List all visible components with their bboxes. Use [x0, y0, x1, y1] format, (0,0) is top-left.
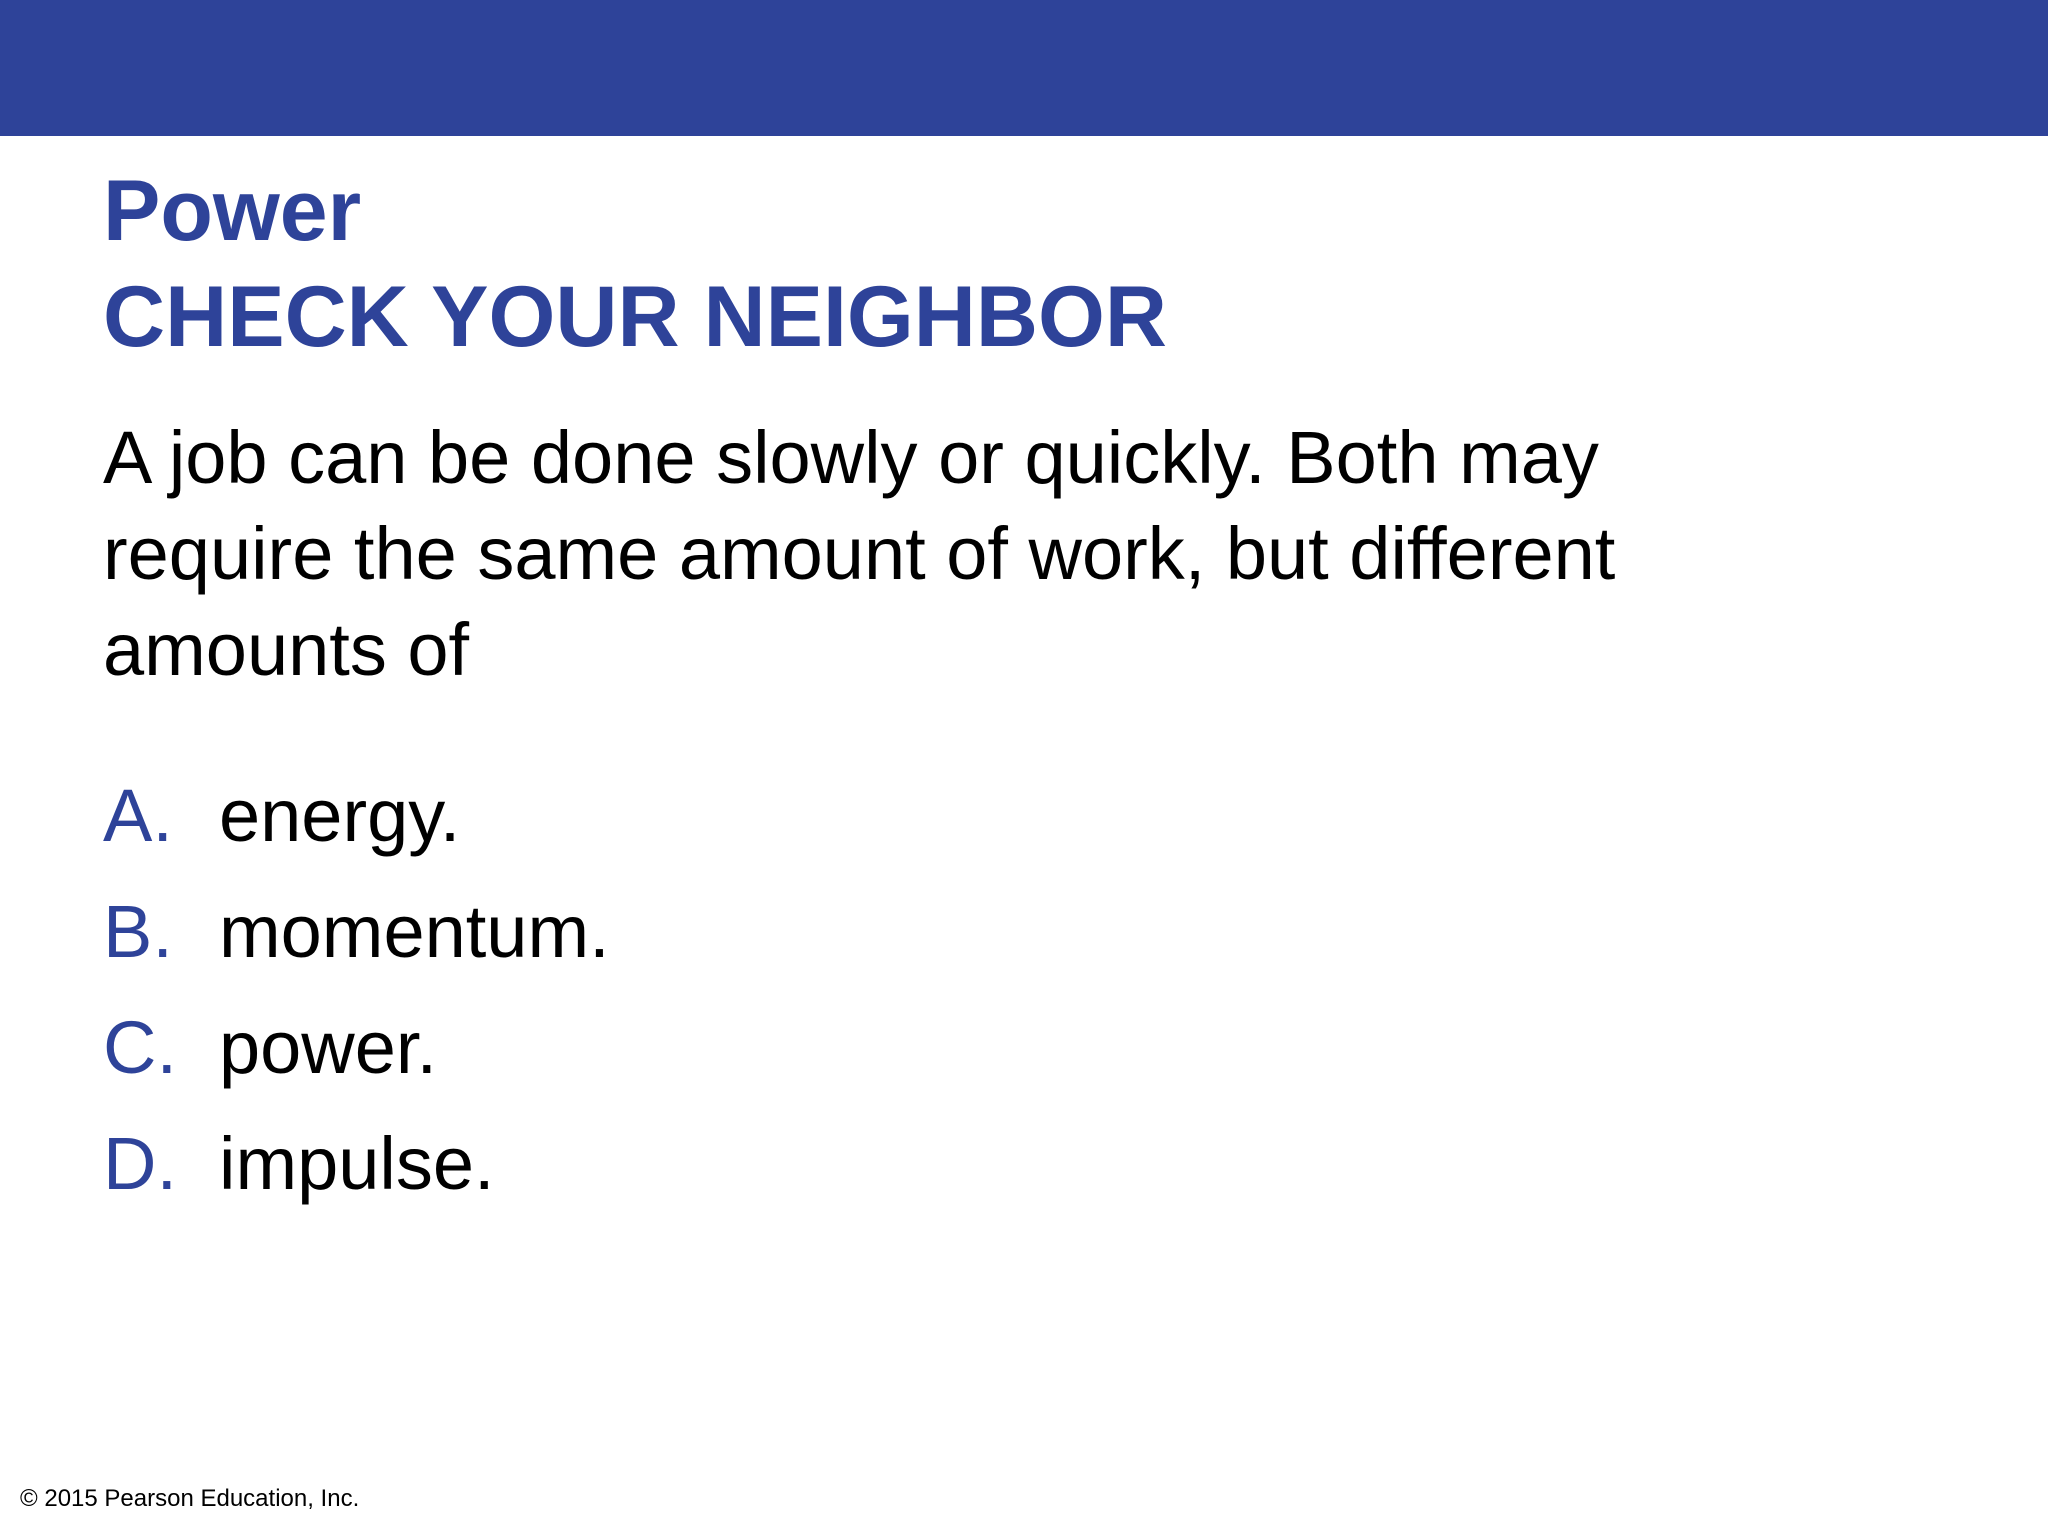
option-d — [103, 1106, 610, 1222]
slide-title: Power — [103, 163, 362, 259]
slide-title-block — [103, 158, 1167, 370]
option-text: momentum. — [219, 890, 610, 973]
option-letter: A. — [103, 774, 173, 857]
option-letter: B. — [103, 890, 173, 973]
question-line: require the same amount of work, but different — [103, 512, 1616, 595]
option-letter: C. — [103, 1006, 177, 1089]
option-text: energy. — [219, 774, 461, 857]
option-c — [103, 990, 610, 1106]
copyright-notice: © 2015 Pearson Education, Inc. — [20, 1485, 360, 1512]
option-text: impulse. — [219, 1122, 495, 1205]
option-letter: D. — [103, 1122, 177, 1205]
question-line: amounts of — [103, 608, 470, 691]
header-bar — [0, 0, 2048, 136]
option-text: power. — [219, 1006, 438, 1089]
option-a — [103, 758, 610, 874]
question-line: A job can be done slowly or quickly. Both may — [103, 416, 1599, 499]
answer-options — [103, 758, 610, 1222]
slide-subtitle: CHECK YOUR NEIGHBOR — [103, 269, 1167, 365]
option-b — [103, 874, 610, 990]
question-text — [103, 410, 1903, 698]
